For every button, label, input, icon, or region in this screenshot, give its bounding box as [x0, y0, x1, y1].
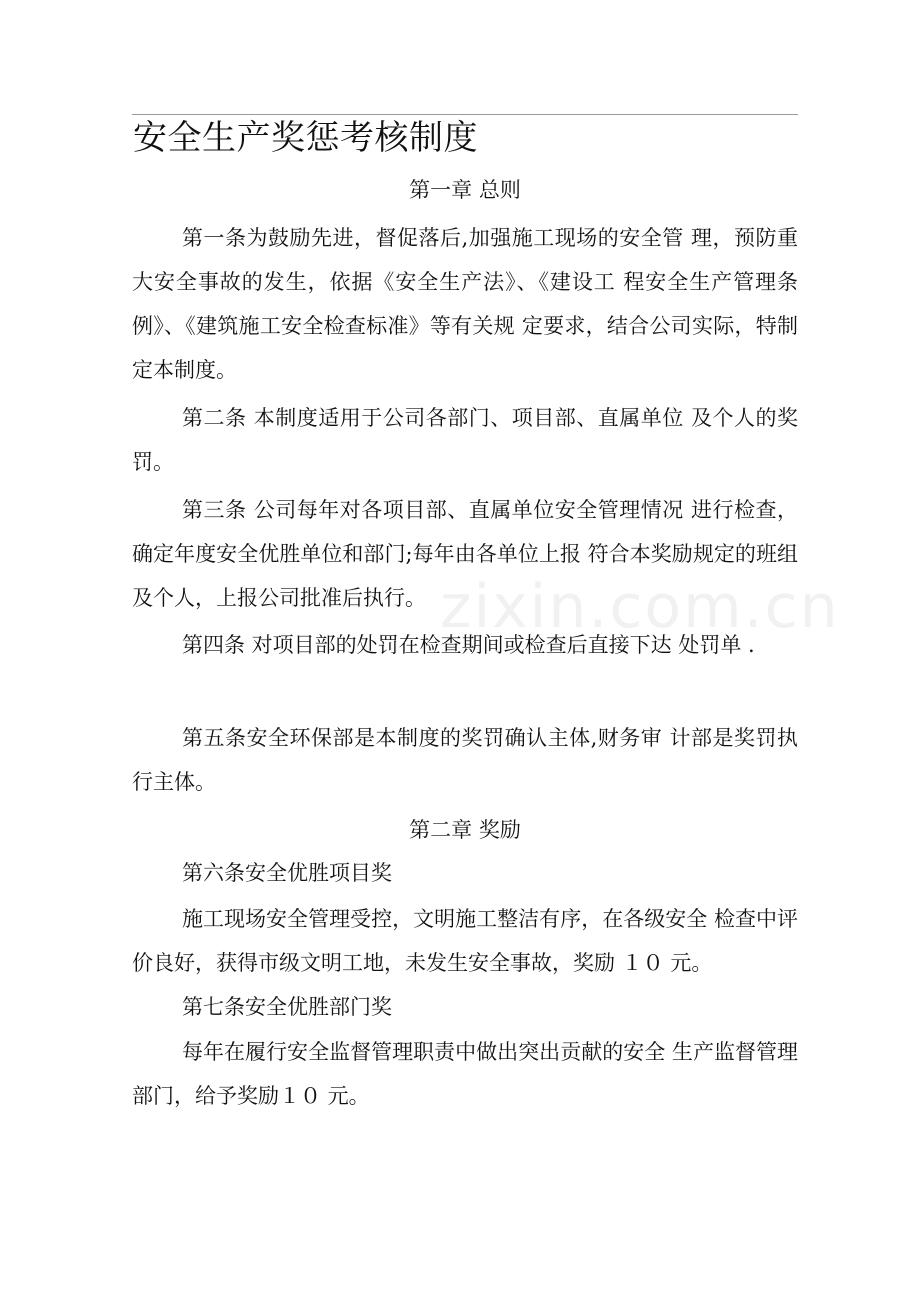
- article-7-title: 第七条安全优胜部门奖: [182, 995, 392, 1019]
- article-3: 第三条 公司每年对各项目部、直属单位安全管理情况 进行检查，确定年度安全优胜单位和部门;每年由各单位上报 符合本奖励规定的班组及个人，上报公司批准后执行。: [132, 498, 798, 610]
- article-1: 第一条为鼓励先进，督促落后,加强施工现场的安全管 理，预防重大安全事故的发生，依据《安全生产法》、《建设工 程安全生产管理条例》、《建筑施工安全检查标准》等有关规 定要求，结合公司实际，特制定本制度。: [132, 226, 798, 382]
- chapter-2-heading: 第二章 奖励: [409, 818, 521, 842]
- article-2: 第二条 本制度适用于公司各部门、项目部、直属单位 及个人的奖罚。: [132, 406, 798, 474]
- article-7-body: 每年在履行安全监督管理职责中做出突出贡献的安全 生产监督管理部门，给予奖励１０ 元。: [132, 1040, 798, 1108]
- watermark: zixin.com.cn: [440, 572, 840, 642]
- top-rule: [132, 114, 798, 115]
- document-title: 安全生产奖惩考核制度: [133, 118, 478, 158]
- article-4: 第四条 对项目部的处罚在检查期间或检查后直接下达 处罚单 .: [182, 633, 755, 657]
- chapter-1-heading: 第一章 总则: [409, 178, 521, 202]
- article-6-title: 第六条安全优胜项目奖: [182, 861, 392, 885]
- article-6-body: 施工现场安全管理受控，文明施工整洁有序，在各级安全 检查中评价良好，获得市级文明工地，未发生安全事故，奖励 １０ 元。: [132, 907, 798, 975]
- article-5: 第五条安全环保部是本制度的奖罚确认主体,财务审 计部是奖罚执行主体。: [132, 726, 798, 794]
